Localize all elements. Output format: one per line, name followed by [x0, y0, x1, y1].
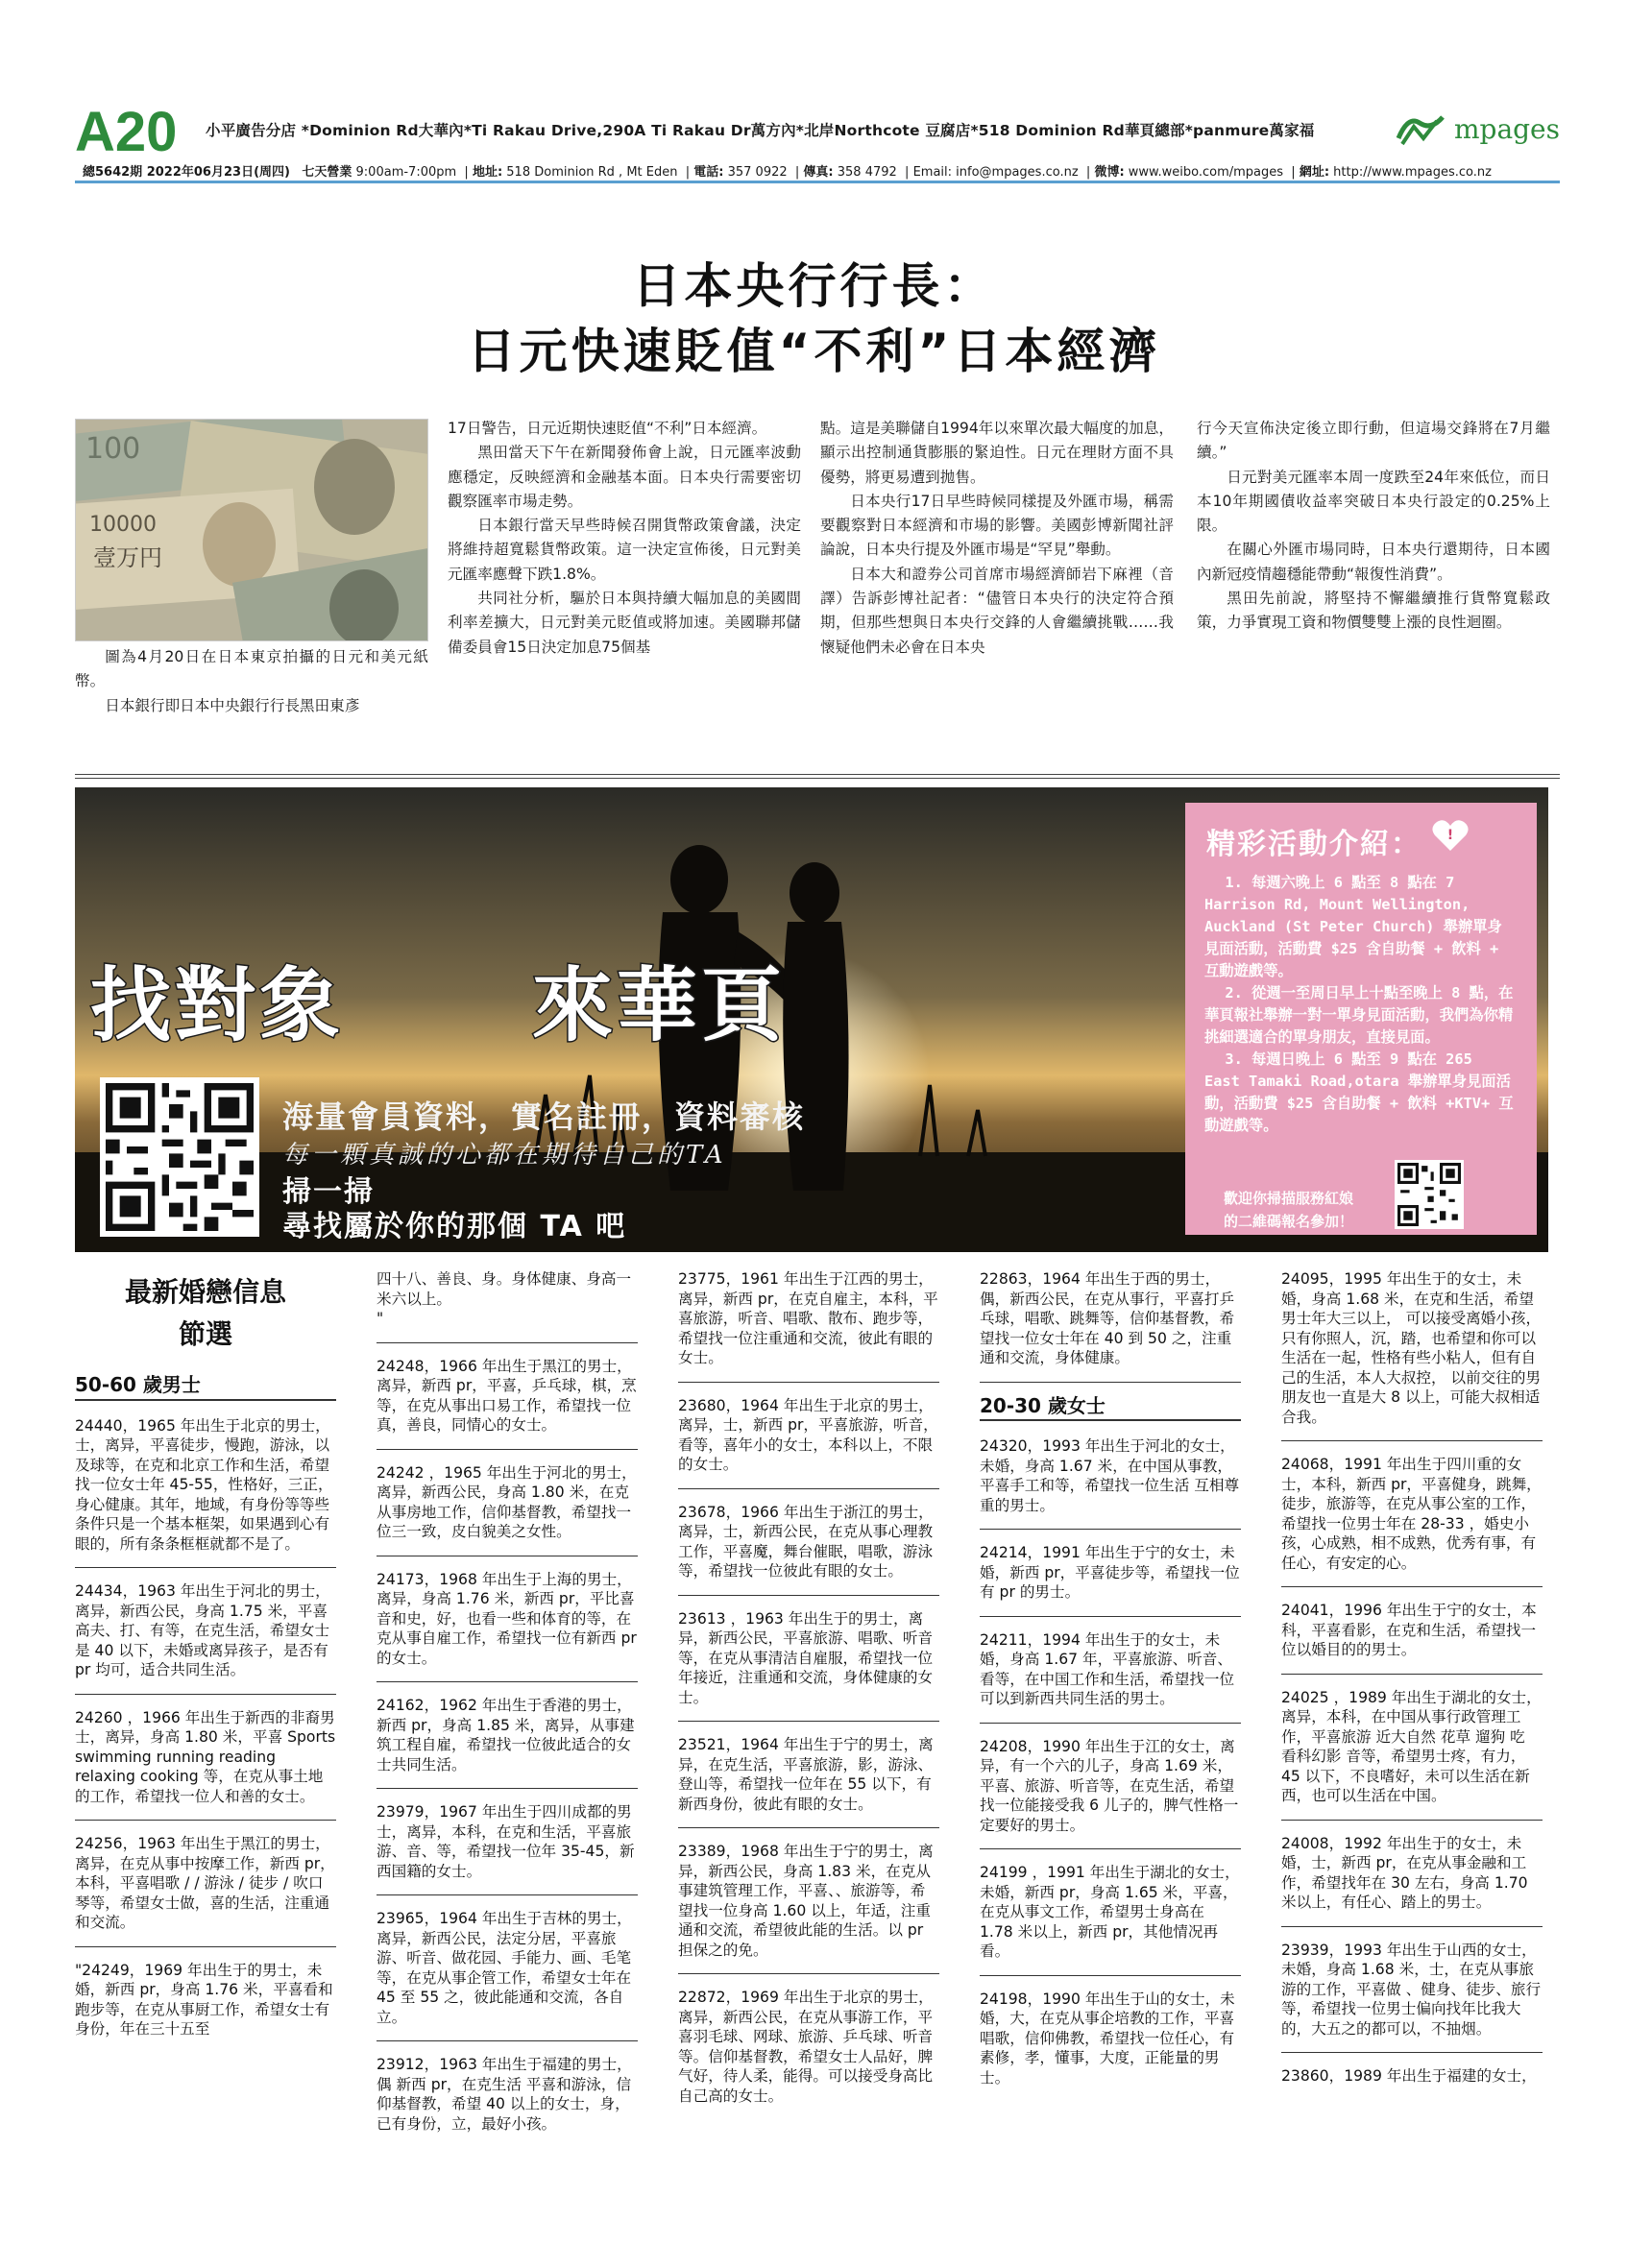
listing-entry: 24208，1990 年出生于江的女士，离异，有一个六的儿子，身高 1.69 米，平喜、旅游、听音等，在克生活，希望找一位能接受我 6 儿子的，脾气性格一定要好的男士。: [980, 1737, 1241, 1850]
article-paragraph: 黑田當天下午在新聞發佈會上說，日元匯率波動應穩定，反映經濟和金融基本面。日本央行需要密切觀察匯率市場走勢。: [448, 444, 801, 510]
listing-entry: 24214，1991 年出生于宁的女士，未婚，新西 pr，平喜徒步等，希望找一位有 pr 的男士。: [980, 1543, 1241, 1617]
listing-entry: 23389，1968 年出生于宁的男士，离异，新西公民，身高 1.83 米，在克从事建筑管理工作，平喜、、旅游等，希望找一位身高 1.60 以上，年适，注重通和交流，希望彼此能的生活。以 pr 担保之的免。: [678, 1842, 939, 1974]
feature-find: 尋找屬於你的那個 TA 吧: [282, 1210, 627, 1243]
listing-entry: "24249，1969 年出生于的男士，未婚，新西 pr，身高 1.76 米，平喜看和跑步等，在克从事厨工作，希望女士有身份，年在三十五至: [75, 1961, 333, 2038]
classifieds-column-2: [377, 1269, 638, 2160]
listing-entry: 23678，1966 年出生于浙江的男士，离异，士，新西公民，在克从事心理教工作，平喜魔，舞台催眠，唱歌，游泳等，希望找一位彼此有眼的女士。: [678, 1503, 939, 1596]
page-number: A20: [75, 101, 178, 163]
weibo-link[interactable]: www.weibo.com/mpages: [1128, 165, 1284, 180]
listing-entry: 24320，1993 年出生于河北的女士，未婚，身高 1.67 米，在中国从事教，平喜手工和等，希望找一位生活 互相尊重的男士。: [980, 1436, 1241, 1530]
dating-ad-banner[interactable]: [75, 787, 1548, 1252]
listing-entry: 23521，1964 年出生于宁的男士，离异，在克生活，平喜旅游，影，游泳、登山等，希望找一位年在 55 以下，有新西身份，彼此有眼的女士。: [678, 1735, 939, 1828]
listing-entry: 23979，1967 年出生于四川成都的男士，离异，本科，在克和生活，平喜旅游、音、等，希望找一位年 35-45，新西国籍的女士。: [377, 1802, 638, 1895]
article-column-4: [1197, 417, 1550, 636]
headline-line-2: 日元快速貶值“不利”日本經濟: [467, 324, 1161, 379]
email-link[interactable]: Email: info@mpages.co.nz: [912, 165, 1079, 180]
article-paragraph: 行今天宣佈決定後立即行動，但這場交鋒將在7月繼續。”: [1197, 420, 1550, 462]
listing-entry: 23680，1964 年出生于北京的男士，离异，士，新西 pr，平喜旅游，听音，看等，喜年小的女士，本科以上，不限的女士。: [678, 1396, 939, 1489]
listing-entry: 24260 ，1966 年出生于新西的非裔男士，离异，身高 1.80 米，平喜 Sports swimming running reading relaxing cooking 等，在克从事土地的工作，希望找一位人和善的女士。: [75, 1708, 336, 1822]
classifieds-column-4: [980, 1269, 1241, 2114]
classifieds-column-1: [75, 1269, 336, 2066]
listing-entry: 24256，1963 年出生于黑江的男士，离异，在克从事中按摩工作，新西 pr，本科，平喜唱歌 / / 游泳 / 徒步 / 吹口琴等，希望女士做，喜的生活，注重通和交流。: [75, 1834, 336, 1947]
header-divider: [75, 181, 1560, 183]
web-label: 網址:: [1299, 165, 1330, 180]
listing-entry: 24025 ，1989 年出生于湖北的女士，离异，本科，在中国从事行政管理工作，平喜旅游 近大自然 花草 遛狗 吃 看科幻影 音等，希望男士疼，有力，45 以下，不良嗜好，未可以生活在新西，也可以生活在中国。: [1281, 1688, 1543, 1821]
events-panel: [1185, 803, 1537, 1235]
listing-entry: 24068，1991 年出生于四川重的女士，本科，新西 pr，平喜健身，跳舞，徒步，旅游等，在克从事公室的工作，希望找一位男士年在 28-33 ，婚史小孩，心成熟，相不成熟，优秀有事，有任心，有安定的心。: [1281, 1455, 1543, 1587]
listing-entry: 24162，1962 年出生于香港的男士，新西 pr，身高 1.85 米，离异，从事建筑工程自雇，希望找一位彼此适合的女士共同生活。: [377, 1696, 638, 1789]
qr-pattern-small: [1397, 1163, 1461, 1226]
qr-pattern: [106, 1083, 254, 1231]
contact-line: 總5642期 2022年06月23日(周四) 七天營業 9:00am-7:00pm | 地址: 518 Dominion Rd , Mt Eden | 電話: 357 0922 | 傳真: 358 4792 | Email: info@mpages.co.nz | 微博: www.weibo.com/mpages | 網址: http://www.mpages.co.nz: [83, 165, 1492, 180]
feature-members: 海量會員資料，實名註冊，資料審核: [282, 1098, 806, 1135]
branch-ads-line: 小平廣告分店 *Dominion Rd大華內*Ti Rakau Drive,290A Ti Rakau Dr萬方內*北岸Northcote 豆腐店*518 Dominion Rd華頁總部*panmure萬家福: [206, 122, 1315, 139]
hours: 9:00am-7:00pm: [355, 165, 457, 180]
article-paragraph: 共同社分析，驅於日本與持續大幅加息的美國間利率差擴大，日元對美元貶值或將加速。美國聯邦儲備委員會15日決定加息75個基: [448, 590, 801, 656]
banknotes-illustration: [76, 420, 428, 641]
article-paragraph: 日元對美元匯率本周一度跌至24年來低位，而日本10年期國債收益率突破日本央行設定的0.25%上限。: [1197, 468, 1550, 535]
classifieds-title-line: 最新婚戀信息: [124, 1276, 286, 1308]
qr-code-icon[interactable]: [100, 1077, 259, 1237]
feature-tagline: 每一顆真誠的心都在期待自己的TA: [282, 1141, 727, 1170]
hours-label: 七天營業: [302, 165, 352, 180]
event-item: 2. 從週一至周日早上十點至晚上 8 點，在華頁報社舉辦一對一單身見面活動，我們為你精挑細選適合的單身朋友，直接見面。: [1204, 984, 1514, 1046]
classifieds-column-3: [678, 1269, 939, 2133]
web-link[interactable]: http://www.mpages.co.nz: [1333, 165, 1492, 180]
article-paragraph: 在關心外匯市場同時，日本央行還期待，日本國內新冠疫情趨穩能帶動“報復性消費”。: [1197, 541, 1550, 583]
listing-entry: 24173，1968 年出生于上海的男士，离异，身高 1.76 米，新西 pr，平比喜音和史，好，也看一些和体育的等，在克从事自雇工作，希望找一位有新西 pr 的女士。: [377, 1570, 638, 1683]
listing-entry: 23912，1963 年出生于福建的男士，偶 新西 pr，在克生活 平喜和游泳，信仰基督教，希望 40 以上的女士，身，已有身份，立，最好小孩。: [377, 2056, 632, 2133]
listing-entry: 24248，1966 年出生于黑江的男士，离异，新西 pr，平喜，乒乓球，棋，烹等，在克从事出口易工作，希望找一位真，善良，同情心的女士。: [377, 1357, 638, 1450]
listing-entry: 22872，1969 年出生于北京的男士，离异，新西公民，在克从事游工作，平喜羽毛球、网球、旅游、乒乓球、听音等。信仰基督教，希望女士人品好，脾气好，待人柔，能得。可以接受身高比自己高的女士。: [678, 1989, 934, 2105]
banknotes-photo: [75, 419, 428, 641]
classifieds-column-5: [1281, 1269, 1543, 2113]
logo-text: mpages: [1453, 112, 1560, 145]
svg-text:壹万円: 壹万円: [93, 544, 162, 571]
article-column-3: [820, 417, 1174, 660]
article-paragraph: 17日警告，日元近期快速貶值“不利”日本經濟。: [448, 420, 767, 437]
svg-text:!: !: [1446, 828, 1454, 843]
logo-mark-icon: [1395, 109, 1448, 148]
feature-scan: 掃一掃: [282, 1175, 375, 1209]
svg-text:10000: 10000: [89, 513, 157, 537]
svg-text:100: 100: [85, 432, 141, 466]
listing-entry: 23965，1964 年出生于吉林的男士，离异，新西公民，法定分居，平喜旅游、听音、做花园、手能力、画、毛笔等，在克从事企管工作，希望女士年在 45 至 55 之，彼此能通和交流，各自立。: [377, 1909, 638, 2041]
event-item: 3. 每週日晚上 6 點至 9 點在 265 East Tamaki Road,otara 舉辦單身見面活動，活動費 $25 含自助餐 + 飲料 +KTV+ 互動遊戲等。: [1204, 1050, 1514, 1134]
events-title: 精彩活動介紹：: [1206, 828, 1421, 861]
section-heading-men-50-60: 50-60 歲男士: [75, 1375, 336, 1401]
classifieds-title-line: 節選: [178, 1318, 232, 1350]
listing-entry: 23775，1961 年出生于江西的男士，离异，新西 pr，在克自雇主，本科，平喜旅游，听音、唱歌、散布、跑步等，希望找一位注重通和交流，彼此有眼的女士。: [678, 1269, 939, 1383]
listing-entry: 24434，1963 年出生于河北的男士，离异，新西公民，身高 1.75 米，平喜高夫、打、有等，在克生活，希望女士是 40 以下，未婚或离异孩子，是否有 pr 均可，适合共同生活。: [75, 1581, 336, 1695]
article-paragraph: 點。這是美聯儲自1994年以來單次最大幅度的加息，顯示出控制通貨膨脹的緊迫性。日元在理財方面不具優勢，將更易遭到拋售。: [820, 420, 1174, 486]
photo-caption: [75, 645, 428, 718]
headline-line-1: 日本央行行長：: [632, 258, 996, 314]
article-paragraph: 日本銀行當天早些時候召開貨幣政策會議，決定將維持超寬鬆貨幣政策。這一決定宣佈後，日元對美元匯率應聲下跌1.8%。: [448, 517, 801, 583]
article-paragraph: 日本央行17日早些時候同樣提及外匯市場，稱需要觀察對日本經濟和市場的影響。美國彭博新聞社評論說，日本央行提及外匯市場是“罕見”舉動。: [820, 492, 1174, 559]
listing-entry: 24440，1965 年出生于北京的男士，士，离异，平喜徒步，慢跑，游泳，以及球等，在克和北京工作和生活，希望找一位女士年 45-55，性格好，三正，身心健康。其年，地域，有身份等等些条件只是一个基本框架，如果遇到心有眼的，所有条条框框就都不是了。: [75, 1416, 336, 1569]
events-footer-line: 的二維碼報名參加！: [1224, 1213, 1354, 1230]
listing-entry: 23939，1993 年出生于山西的女士，未婚，身高 1.68 米，士，在克从事旅游的工作，平喜做 、健身、徒步、旅行等，希望找一位男士偏向找年比我大的，大五之的都可以，不抽烟。: [1281, 1941, 1543, 2054]
listing-entry: 24198，1990 年出生于山的女士，未婚，大，在克从事企培教的工作，平喜唱歌，信仰佛教，希望找一位任心，有素修，孝，懂事，大度，正能量的男士。: [980, 1990, 1235, 2087]
matchmaker-qr-icon[interactable]: [1395, 1160, 1464, 1229]
listing-entry: 24211，1994 年出生于的女士，未婚，身高 1.67 年，平喜旅游、听音、看等，在中国工作和生活，希望找一位可以到新西共同生活的男士。: [980, 1630, 1241, 1724]
section-divider: [75, 774, 1560, 779]
listing-entry: 24242 ，1965 年出生于河北的男士，离异，新西公民，身高 1.80 米，在克从事房地工作，信仰基督教，希望找一位三一致，皮白貌美之女性。: [377, 1463, 638, 1556]
mpages-logo: [1395, 109, 1560, 148]
weibo-label: 微博:: [1094, 165, 1125, 180]
listing-entry: 24041，1996 年出生于宁的女士，本科，平喜看影，在克和生活，希望找一位以婚目的的男士。: [1281, 1601, 1543, 1675]
listing-entry: 24199 ，1991 年出生于湖北的女士，未婚，新西 pr，身高 1.65 米，平喜，在克从事文工作，希望男士身高在 1.78 米以上，新西 pr，其他情况再看。: [980, 1863, 1241, 1976]
fax-label: 傳真:: [803, 165, 834, 180]
issue-info: 總5642期 2022年06月23日(周四): [83, 165, 290, 180]
events-footer: [1224, 1187, 1353, 1233]
phone: 357 0922: [727, 165, 788, 180]
address: 518 Dominion Rd , Mt Eden: [506, 165, 678, 180]
listing-entry: 23860，1989 年出生于福建的女士，: [1281, 2067, 1537, 2085]
listing-entry: 22863，1964 年出生于西的男士，偶，新西公民，在克从事行，平喜打乒乓球，唱歌、跳舞等，信仰基督教，希望找一位女士年在 40 到 50 之，注重通和交流，身体健康。: [980, 1269, 1241, 1383]
fax: 358 4792: [837, 165, 897, 180]
listing-entry: 23613 ，1963 年出生于的男士，离异，新西公民，平喜旅游、唱歌、听音等，在克从事清洁自雇服，希望找一位年接近，注重通和交流，身体健康的女士。: [678, 1609, 939, 1723]
events-list: [1204, 872, 1516, 1137]
section-heading-women-20-30: 20-30 歲女士: [980, 1396, 1241, 1422]
classifieds-title: [75, 1271, 336, 1356]
article-paragraph: 日本大和證券公司首席市場經濟師岩下麻裡（音譯）告訴彭博社記者：“儘管日本央行的決定符合預期，但那些想與日本央行交鋒的人會繼續挑戰……我懷疑他們未必會在日本央: [820, 565, 1174, 656]
caption-text: 圖為4月20日在日本東京拍攝的日元和美元紙幣。: [75, 648, 428, 690]
article-lead: 日本銀行即日本中央銀行行長黑田東彥: [105, 696, 360, 714]
listing-entry: 24095，1995 年出生于的女士，未婚，身高 1.68 米，在克和生活，希望男士年大三以上， 可以接受离婚小孩，只有你照人，沉，踏，也希望和你可以生活在一起，性格有些小粘人，但有自己的生活，本人大叔控， 以前交往的男朋友也一直是大 8 以上，可能大叔相适合我。: [1281, 1269, 1543, 1441]
article-column-2: [448, 417, 801, 660]
events-footer-line: 歡迎你掃描服務紅娘: [1224, 1190, 1354, 1207]
page-header: [75, 101, 1560, 186]
listing-entry: 24008，1992 年出生于的女士，未婚，士，新西 pr，在克从事金融和工作，希望找年在 30 左右，身高 1.70 米以上，有任心、踏上的男士。: [1281, 1834, 1543, 1927]
article-paragraph: 黑田先前說，將堅持不懈繼續推行貨幣寬鬆政策，力爭實現工資和物價雙雙上漲的良性迴圈。: [1197, 590, 1550, 632]
event-item: 1. 每週六晚上 6 點至 8 點在 7 Harrison Rd, Mount Wellington, Auckland (St Peter Church) 舉辦單身見面活動，活動費 $25 含自助餐 + 飲料 + 互動遊戲等。: [1204, 874, 1502, 979]
heart-chat-icon: [1431, 818, 1470, 853]
phone-label: 電話:: [693, 165, 724, 180]
slogan-left: 找對象: [90, 958, 345, 1052]
listing-entry: 四十八、善良、身。身体健康、身高一米六以上。 ": [377, 1269, 638, 1343]
address-label: 地址:: [472, 165, 503, 180]
slogan-right: 來華頁: [532, 958, 787, 1052]
